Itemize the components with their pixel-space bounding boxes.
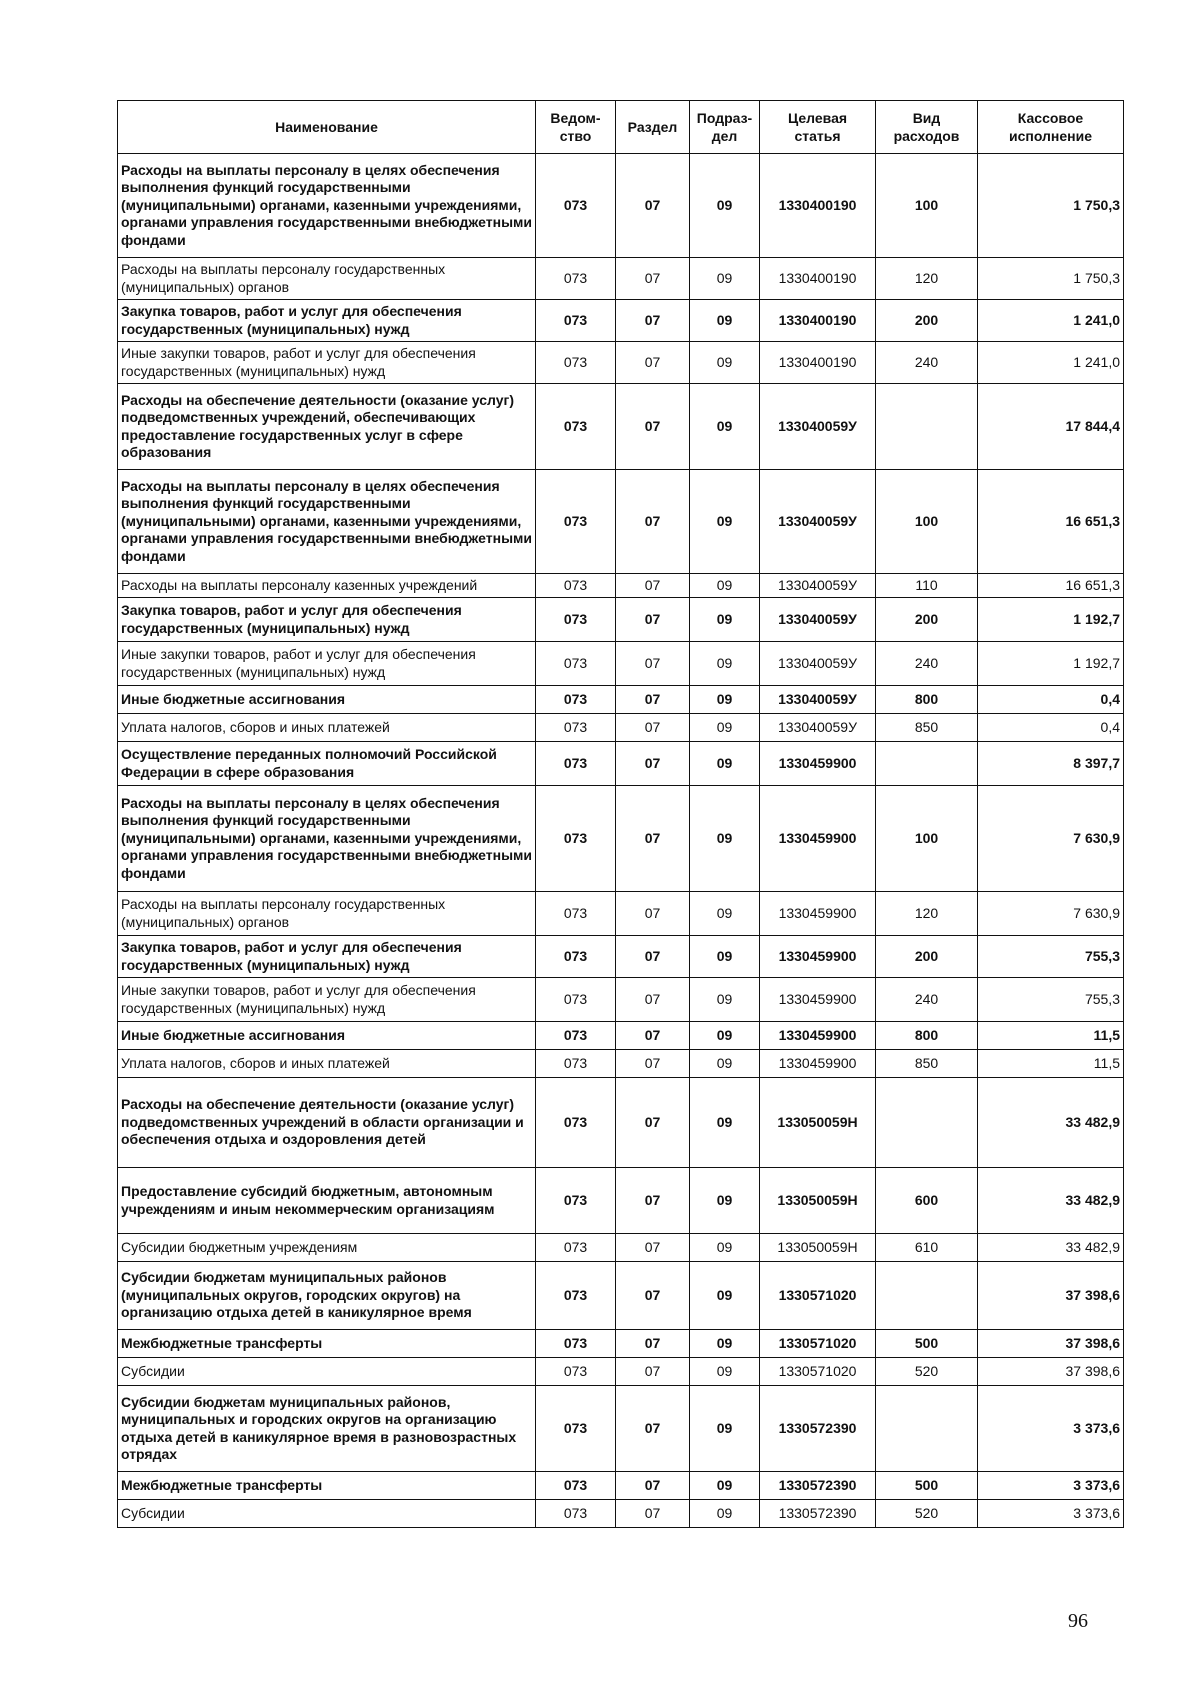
row-name: Субсидии бюджетам муниципальных районов, муниципальных и городских округов на организацию отдыха детей в каникулярное время в разновозрастных отрядах — [118, 1386, 536, 1472]
vid-raskhodov-cell: 240 — [876, 642, 978, 686]
celevaya-statya-cell: 133040059У — [760, 598, 876, 642]
celevaya-statya-cell: 1330572390 — [760, 1500, 876, 1528]
razdel-cell: 07 — [616, 1168, 690, 1234]
podrazdel-cell: 09 — [690, 978, 760, 1022]
row-name: Субсидии — [118, 1500, 536, 1528]
row-name: Иные закупки товаров, работ и услуг для обеспечения государственных (муниципальных) нужд — [118, 642, 536, 686]
header-vedomstvo: Ведом- ство — [536, 101, 616, 154]
kassovoe-ispolnenie-cell: 755,3 — [978, 936, 1124, 978]
celevaya-statya-cell: 133040059У — [760, 470, 876, 574]
header-vid-raskhodov: Вид расходов — [876, 101, 978, 154]
table-row — [118, 686, 1124, 714]
table-row — [118, 978, 1124, 1022]
razdel-cell: 07 — [616, 258, 690, 300]
vid-raskhodov-cell: 500 — [876, 1472, 978, 1500]
vid-raskhodov-cell: 240 — [876, 978, 978, 1022]
podrazdel-cell: 09 — [690, 936, 760, 978]
razdel-cell: 07 — [616, 892, 690, 936]
row-name: Субсидии — [118, 1358, 536, 1386]
kassovoe-ispolnenie-cell: 8 397,7 — [978, 742, 1124, 786]
celevaya-statya-cell: 1330400190 — [760, 154, 876, 258]
table-row — [118, 1050, 1124, 1078]
kassovoe-ispolnenie-cell: 1 750,3 — [978, 258, 1124, 300]
podrazdel-cell: 09 — [690, 1358, 760, 1386]
vedomstvo-cell: 073 — [536, 1262, 616, 1330]
header-razdel: Раздел — [616, 101, 690, 154]
vedomstvo-cell: 073 — [536, 642, 616, 686]
kassovoe-ispolnenie-cell: 3 373,6 — [978, 1500, 1124, 1528]
podrazdel-cell: 09 — [690, 1262, 760, 1330]
razdel-cell: 07 — [616, 1022, 690, 1050]
table-row — [118, 936, 1124, 978]
vedomstvo-cell: 073 — [536, 598, 616, 642]
kassovoe-ispolnenie-cell: 3 373,6 — [978, 1386, 1124, 1472]
vid-raskhodov-cell — [876, 384, 978, 470]
podrazdel-cell: 09 — [690, 1050, 760, 1078]
vedomstvo-cell: 073 — [536, 1168, 616, 1234]
row-name: Расходы на выплаты персоналу в целях обеспечения выполнения функций государственными (муниципальными) органами, казенными учреждениями, органами управления государственными внебюджетными фондами — [118, 154, 536, 258]
table-row — [118, 1262, 1124, 1330]
vid-raskhodov-cell: 800 — [876, 1022, 978, 1050]
vedomstvo-cell: 073 — [536, 154, 616, 258]
podrazdel-cell: 09 — [690, 1022, 760, 1050]
razdel-cell: 07 — [616, 1234, 690, 1262]
kassovoe-ispolnenie-cell: 1 192,7 — [978, 598, 1124, 642]
table-row — [118, 574, 1124, 598]
row-name: Расходы на выплаты персоналу в целях обеспечения выполнения функций государственными (муниципальными) органами, казенными учреждениями, органами управления государственными внебюджетными фондами — [118, 470, 536, 574]
vedomstvo-cell: 073 — [536, 1234, 616, 1262]
row-name: Иные бюджетные ассигнования — [118, 1022, 536, 1050]
kassovoe-ispolnenie-cell: 1 192,7 — [978, 642, 1124, 686]
celevaya-statya-cell: 133040059У — [760, 574, 876, 598]
razdel-cell: 07 — [616, 978, 690, 1022]
celevaya-statya-cell: 133050059Н — [760, 1168, 876, 1234]
row-name: Субсидии бюджетным учреждениям — [118, 1234, 536, 1262]
celevaya-statya-cell: 1330459900 — [760, 786, 876, 892]
table-row — [118, 342, 1124, 384]
vid-raskhodov-cell — [876, 742, 978, 786]
row-name: Расходы на выплаты персоналу казенных учреждений — [118, 574, 536, 598]
row-name: Предоставление субсидий бюджетным, автономным учреждениям и иным некоммерческим организациям — [118, 1168, 536, 1234]
vid-raskhodov-cell: 120 — [876, 892, 978, 936]
podrazdel-cell: 09 — [690, 470, 760, 574]
celevaya-statya-cell: 1330572390 — [760, 1472, 876, 1500]
header-kassovoe-ispolnenie: Кассовое исполнение — [978, 101, 1124, 154]
kassovoe-ispolnenie-cell: 3 373,6 — [978, 1472, 1124, 1500]
vedomstvo-cell: 073 — [536, 1386, 616, 1472]
celevaya-statya-cell: 133040059У — [760, 642, 876, 686]
podrazdel-cell: 09 — [690, 342, 760, 384]
podrazdel-cell: 09 — [690, 642, 760, 686]
podrazdel-cell: 09 — [690, 154, 760, 258]
podrazdel-cell: 09 — [690, 1386, 760, 1472]
table-row — [118, 1078, 1124, 1168]
table-row — [118, 1330, 1124, 1358]
row-name: Межбюджетные трансферты — [118, 1330, 536, 1358]
vedomstvo-cell: 073 — [536, 1022, 616, 1050]
vedomstvo-cell: 073 — [536, 892, 616, 936]
celevaya-statya-cell: 1330459900 — [760, 936, 876, 978]
celevaya-statya-cell: 1330571020 — [760, 1262, 876, 1330]
razdel-cell: 07 — [616, 742, 690, 786]
podrazdel-cell: 09 — [690, 892, 760, 936]
kassovoe-ispolnenie-cell: 33 482,9 — [978, 1078, 1124, 1168]
vedomstvo-cell: 073 — [536, 1472, 616, 1500]
vedomstvo-cell: 073 — [536, 786, 616, 892]
row-name: Уплата налогов, сборов и иных платежей — [118, 1050, 536, 1078]
razdel-cell: 07 — [616, 574, 690, 598]
vedomstvo-cell: 073 — [536, 742, 616, 786]
vedomstvo-cell: 073 — [536, 300, 616, 342]
razdel-cell: 07 — [616, 1262, 690, 1330]
celevaya-statya-cell: 1330459900 — [760, 1050, 876, 1078]
celevaya-statya-cell: 1330459900 — [760, 892, 876, 936]
podrazdel-cell: 09 — [690, 1078, 760, 1168]
kassovoe-ispolnenie-cell: 1 241,0 — [978, 300, 1124, 342]
podrazdel-cell: 09 — [690, 786, 760, 892]
vid-raskhodov-cell: 200 — [876, 598, 978, 642]
vedomstvo-cell: 073 — [536, 574, 616, 598]
razdel-cell: 07 — [616, 1500, 690, 1528]
vid-raskhodov-cell: 500 — [876, 1330, 978, 1358]
vedomstvo-cell: 073 — [536, 470, 616, 574]
row-name: Закупка товаров, работ и услуг для обеспечения государственных (муниципальных) нужд — [118, 936, 536, 978]
table-row — [118, 1472, 1124, 1500]
table-row — [118, 1358, 1124, 1386]
razdel-cell: 07 — [616, 1386, 690, 1472]
table-body — [118, 154, 1124, 1528]
celevaya-statya-cell: 1330459900 — [760, 742, 876, 786]
celevaya-statya-cell: 133040059У — [760, 384, 876, 470]
celevaya-statya-cell: 1330459900 — [760, 978, 876, 1022]
podrazdel-cell: 09 — [690, 686, 760, 714]
celevaya-statya-cell: 1330571020 — [760, 1358, 876, 1386]
podrazdel-cell: 09 — [690, 1234, 760, 1262]
vid-raskhodov-cell: 100 — [876, 786, 978, 892]
table-row — [118, 300, 1124, 342]
vid-raskhodov-cell — [876, 1078, 978, 1168]
vedomstvo-cell: 073 — [536, 686, 616, 714]
budget-sheet — [117, 100, 1123, 1528]
vedomstvo-cell: 073 — [536, 1330, 616, 1358]
kassovoe-ispolnenie-cell: 37 398,6 — [978, 1330, 1124, 1358]
razdel-cell: 07 — [616, 936, 690, 978]
vid-raskhodov-cell: 240 — [876, 342, 978, 384]
row-name: Расходы на выплаты персоналу государственных (муниципальных) органов — [118, 258, 536, 300]
vid-raskhodov-cell: 800 — [876, 686, 978, 714]
vid-raskhodov-cell: 610 — [876, 1234, 978, 1262]
razdel-cell: 07 — [616, 342, 690, 384]
vedomstvo-cell: 073 — [536, 258, 616, 300]
vedomstvo-cell: 073 — [536, 1358, 616, 1386]
razdel-cell: 07 — [616, 1472, 690, 1500]
table-row — [118, 1386, 1124, 1472]
page-number: 96 — [1068, 1610, 1088, 1632]
table-row — [118, 470, 1124, 574]
razdel-cell: 07 — [616, 1358, 690, 1386]
razdel-cell: 07 — [616, 1330, 690, 1358]
budget-table — [117, 100, 1124, 1528]
row-name: Субсидии бюджетам муниципальных районов (муниципальных округов, городских округов) на организацию отдыха детей в каникулярное время — [118, 1262, 536, 1330]
celevaya-statya-cell: 1330400190 — [760, 258, 876, 300]
vedomstvo-cell: 073 — [536, 1500, 616, 1528]
row-name: Межбюджетные трансферты — [118, 1472, 536, 1500]
kassovoe-ispolnenie-cell: 17 844,4 — [978, 384, 1124, 470]
table-row — [118, 786, 1124, 892]
kassovoe-ispolnenie-cell: 37 398,6 — [978, 1262, 1124, 1330]
header-celevaya-statya: Целевая статья — [760, 101, 876, 154]
row-name: Закупка товаров, работ и услуг для обеспечения государственных (муниципальных) нужд — [118, 598, 536, 642]
table-row — [118, 714, 1124, 742]
razdel-cell: 07 — [616, 686, 690, 714]
kassovoe-ispolnenie-cell: 11,5 — [978, 1022, 1124, 1050]
kassovoe-ispolnenie-cell: 7 630,9 — [978, 892, 1124, 936]
row-name: Расходы на выплаты персоналу в целях обеспечения выполнения функций государственными (муниципальными) органами, казенными учреждениями, органами управления государственными внебюджетными фондами — [118, 786, 536, 892]
header-name: Наименование — [118, 101, 536, 154]
podrazdel-cell: 09 — [690, 714, 760, 742]
podrazdel-cell: 09 — [690, 742, 760, 786]
podrazdel-cell: 09 — [690, 258, 760, 300]
podrazdel-cell: 09 — [690, 300, 760, 342]
vedomstvo-cell: 073 — [536, 1050, 616, 1078]
kassovoe-ispolnenie-cell: 0,4 — [978, 686, 1124, 714]
vedomstvo-cell: 073 — [536, 342, 616, 384]
header-podrazdel: Подраз- дел — [690, 101, 760, 154]
kassovoe-ispolnenie-cell: 33 482,9 — [978, 1234, 1124, 1262]
vid-raskhodov-cell: 520 — [876, 1358, 978, 1386]
table-row — [118, 1234, 1124, 1262]
vid-raskhodov-cell: 110 — [876, 574, 978, 598]
row-name: Расходы на обеспечение деятельности (оказание услуг) подведомственных учреждений в области организации и обеспечения отдыха и оздоровления детей — [118, 1078, 536, 1168]
celevaya-statya-cell: 1330400190 — [760, 342, 876, 384]
vid-raskhodov-cell: 100 — [876, 154, 978, 258]
vedomstvo-cell: 073 — [536, 714, 616, 742]
table-row — [118, 1022, 1124, 1050]
vedomstvo-cell: 073 — [536, 1078, 616, 1168]
razdel-cell: 07 — [616, 470, 690, 574]
table-row — [118, 742, 1124, 786]
vid-raskhodov-cell: 120 — [876, 258, 978, 300]
celevaya-statya-cell: 1330572390 — [760, 1386, 876, 1472]
kassovoe-ispolnenie-cell: 16 651,3 — [978, 574, 1124, 598]
row-name: Закупка товаров, работ и услуг для обеспечения государственных (муниципальных) нужд — [118, 300, 536, 342]
vid-raskhodov-cell: 850 — [876, 714, 978, 742]
podrazdel-cell: 09 — [690, 574, 760, 598]
celevaya-statya-cell: 133050059Н — [760, 1234, 876, 1262]
razdel-cell: 07 — [616, 786, 690, 892]
celevaya-statya-cell: 133040059У — [760, 714, 876, 742]
kassovoe-ispolnenie-cell: 37 398,6 — [978, 1358, 1124, 1386]
table-row — [118, 1168, 1124, 1234]
row-name: Иные закупки товаров, работ и услуг для обеспечения государственных (муниципальных) нужд — [118, 978, 536, 1022]
row-name: Осуществление переданных полномочий Российской Федерации в сфере образования — [118, 742, 536, 786]
row-name: Иные закупки товаров, работ и услуг для обеспечения государственных (муниципальных) нужд — [118, 342, 536, 384]
podrazdel-cell: 09 — [690, 1330, 760, 1358]
vid-raskhodov-cell: 200 — [876, 300, 978, 342]
row-name: Уплата налогов, сборов и иных платежей — [118, 714, 536, 742]
kassovoe-ispolnenie-cell: 1 241,0 — [978, 342, 1124, 384]
row-name: Расходы на выплаты персоналу государственных (муниципальных) органов — [118, 892, 536, 936]
podrazdel-cell: 09 — [690, 1168, 760, 1234]
razdel-cell: 07 — [616, 598, 690, 642]
celevaya-statya-cell: 1330571020 — [760, 1330, 876, 1358]
vedomstvo-cell: 073 — [536, 978, 616, 1022]
kassovoe-ispolnenie-cell: 0,4 — [978, 714, 1124, 742]
celevaya-statya-cell: 1330459900 — [760, 1022, 876, 1050]
celevaya-statya-cell: 1330400190 — [760, 300, 876, 342]
kassovoe-ispolnenie-cell: 11,5 — [978, 1050, 1124, 1078]
row-name: Иные бюджетные ассигнования — [118, 686, 536, 714]
vedomstvo-cell: 073 — [536, 936, 616, 978]
vid-raskhodov-cell: 600 — [876, 1168, 978, 1234]
table-row — [118, 892, 1124, 936]
razdel-cell: 07 — [616, 714, 690, 742]
podrazdel-cell: 09 — [690, 598, 760, 642]
razdel-cell: 07 — [616, 384, 690, 470]
kassovoe-ispolnenie-cell: 755,3 — [978, 978, 1124, 1022]
podrazdel-cell: 09 — [690, 1500, 760, 1528]
kassovoe-ispolnenie-cell: 16 651,3 — [978, 470, 1124, 574]
vid-raskhodov-cell: 200 — [876, 936, 978, 978]
podrazdel-cell: 09 — [690, 384, 760, 470]
table-row — [118, 154, 1124, 258]
vid-raskhodov-cell: 850 — [876, 1050, 978, 1078]
kassovoe-ispolnenie-cell: 33 482,9 — [978, 1168, 1124, 1234]
kassovoe-ispolnenie-cell: 7 630,9 — [978, 786, 1124, 892]
razdel-cell: 07 — [616, 642, 690, 686]
razdel-cell: 07 — [616, 300, 690, 342]
table-row — [118, 384, 1124, 470]
vedomstvo-cell: 073 — [536, 384, 616, 470]
razdel-cell: 07 — [616, 154, 690, 258]
table-header-row — [118, 101, 1124, 154]
table-row — [118, 598, 1124, 642]
table-row — [118, 1500, 1124, 1528]
razdel-cell: 07 — [616, 1078, 690, 1168]
vid-raskhodov-cell — [876, 1386, 978, 1472]
celevaya-statya-cell: 133050059Н — [760, 1078, 876, 1168]
vid-raskhodov-cell: 100 — [876, 470, 978, 574]
celevaya-statya-cell: 133040059У — [760, 686, 876, 714]
table-row — [118, 642, 1124, 686]
vid-raskhodov-cell — [876, 1262, 978, 1330]
vid-raskhodov-cell: 520 — [876, 1500, 978, 1528]
kassovoe-ispolnenie-cell: 1 750,3 — [978, 154, 1124, 258]
razdel-cell: 07 — [616, 1050, 690, 1078]
row-name: Расходы на обеспечение деятельности (оказание услуг) подведомственных учреждений, обеспечивающих предоставление государственных услуг в сфере образования — [118, 384, 536, 470]
table-row — [118, 258, 1124, 300]
podrazdel-cell: 09 — [690, 1472, 760, 1500]
